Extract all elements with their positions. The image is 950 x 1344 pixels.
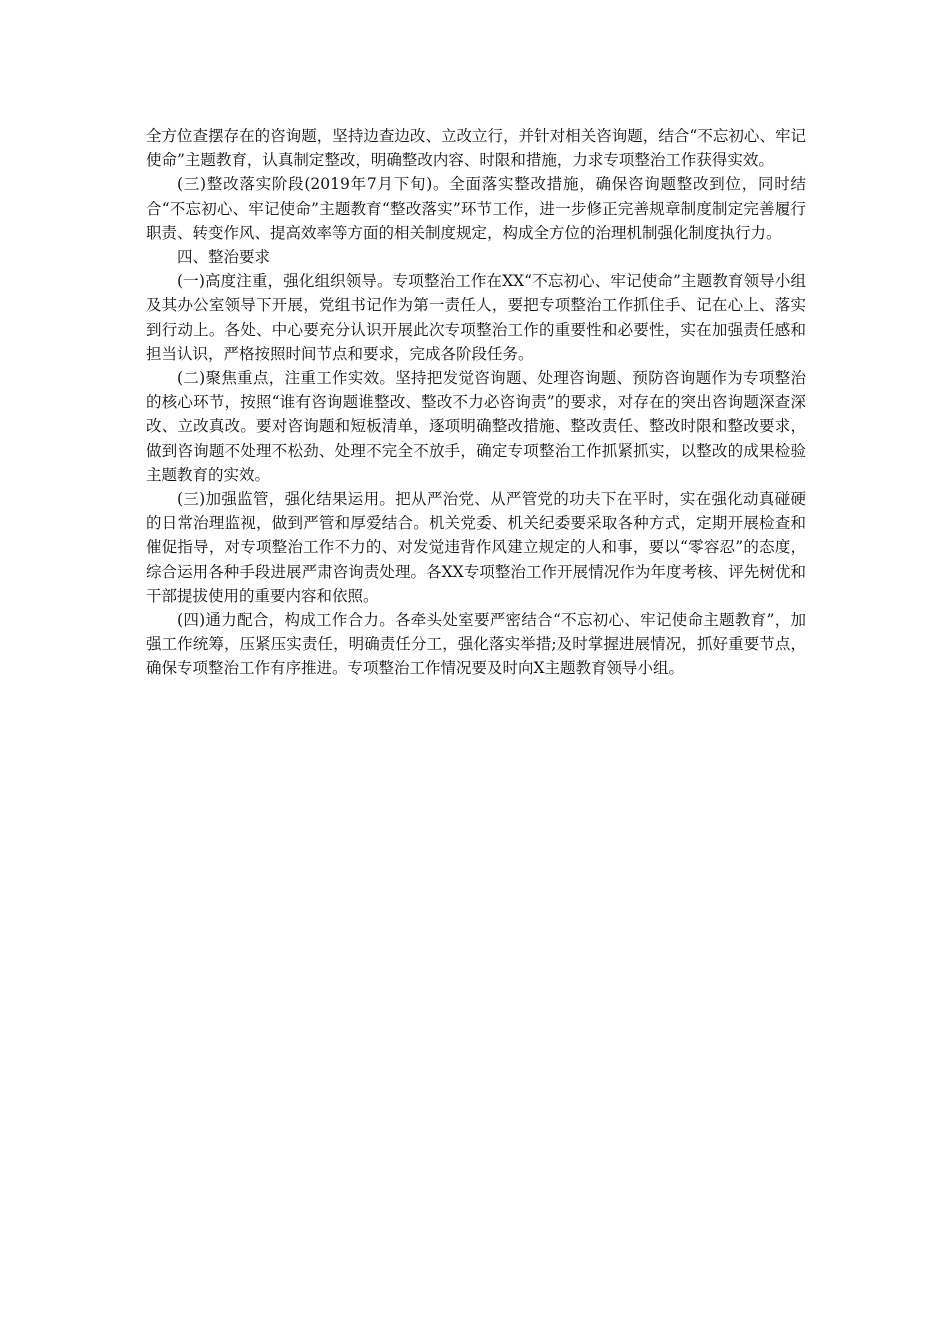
paragraph-requirement-two: (二)聚焦重点，注重工作实效。坚持把发觉咨询题、处理咨询题、预防咨询题作为专项整治的核心环节，按照“谁有咨询题谁整改、整改不力必咨询责”的要求，对存在的突出咨询题深查深改、立改真改。要对咨询题和短板清单，逐项明确整改措施、整改责任、整改时限和整改要求，做到咨询题不处理不松劲、处理不完全不放手，确定专项整治工作抓紧抓实，以整改的成果检验主题教育的实效。 [146, 369, 806, 484]
paragraph-requirement-one: (一)高度注重，强化组织领导。专项整治工作在XX“不忘初心、牢记使命”主题教育领导小组及其办公室领导下开展，党组书记作为第一责任人，要把专项整治工作抓住手、记在心上、落实到行动上。各处、中心要充分认识开展此次专项整治工作的重要性和必要性，实在加强责任感和担当认识，严格按照时间节点和要求，完成各阶段任务。 [146, 272, 806, 363]
paragraph-requirement-four: (四)通力配合，构成工作合力。各牵头处室要严密结合“不忘初心、牢记使命主题教育”，加强工作统筹，压紧压实责任，明确责任分工，强化落实举措;及时掌握进展情况，抓好重要节点，确保专项整治工作有序推进。专项整治工作情况要及时向X主题教育领导小组。 [146, 611, 806, 678]
paragraph-stage-three: (三)整改落实阶段(2019年7月下旬)。全面落实整改措施，确保咨询题整改到位，同时结合“不忘初心、牢记使命”主题教育“整改落实”环节工作，进一步修正完善规章制度制定完善履行职责、转变作风、提高效率等方面的相关制度规定，构成全方位的治理机制强化制度执行力。 [146, 175, 806, 242]
document-body [146, 124, 806, 681]
paragraph-continuation: 全方位查摆存在的咨询题，坚持边查边改、立改立行，并针对相关咨询题，结合“不忘初心、牢记使命”主题教育，认真制定整改，明确整改内容、时限和措施，力求专项整治工作获得实效。 [146, 127, 806, 170]
paragraph-requirement-three: (三)加强监管，强化结果运用。把从严治党、从严管党的功夫下在平时，实在强化动真碰硬的日常治理监视，做到严管和厚爱结合。机关党委、机关纪委要采取各种方式，定期开展检查和催促指导，对专项整治工作不力的、对发觉违背作风建立规定的人和事，要以“零容忍”的态度，综合运用各种手段进展严肃咨询责处理。各XX专项整治工作开展情况作为年度考核、评先树优和干部提拔使用的重要内容和依照。 [146, 490, 806, 605]
section-heading-requirements: 四、整治要求 [177, 248, 271, 267]
